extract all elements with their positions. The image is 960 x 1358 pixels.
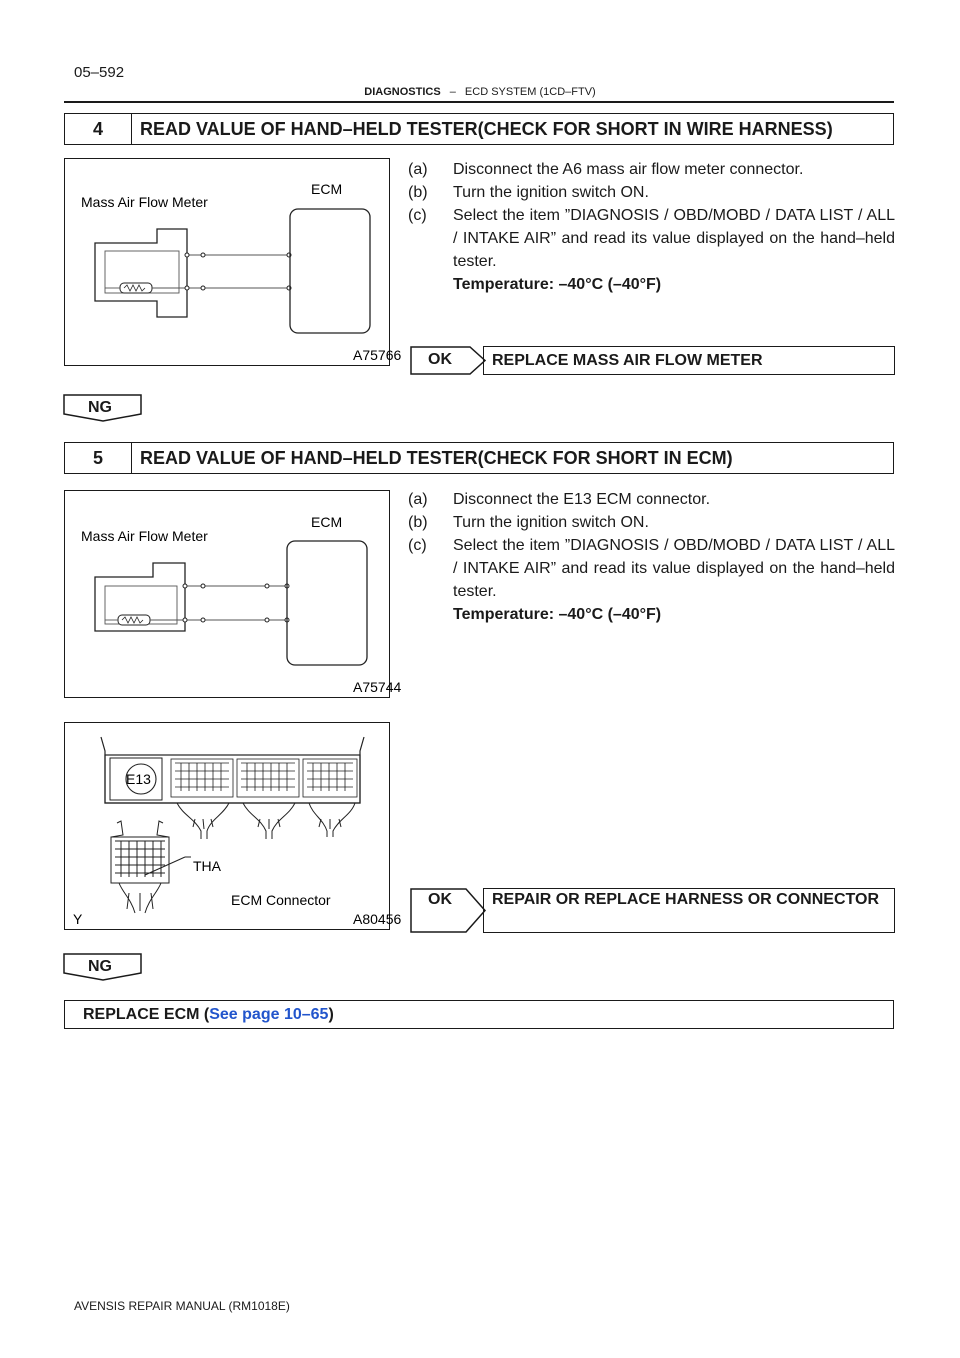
header-subsection: ECD SYSTEM (1CD–FTV) — [464, 86, 596, 98]
figure-label-ecm: ECM — [311, 514, 343, 530]
figure-code: A80456 — [353, 911, 402, 927]
step-4-header — [64, 113, 894, 145]
header-rule — [64, 101, 894, 103]
step-title: READ VALUE OF HAND–HELD TESTER(CHECK FOR SHORT IN ECM) — [140, 447, 733, 468]
final-action-box — [64, 1000, 894, 1029]
ecm-connector-diagram — [65, 723, 402, 928]
step-title: READ VALUE OF HAND–HELD TESTER(CHECK FOR SHORT IN WIRE HARNESS) — [140, 118, 833, 139]
instruction-a: (a) Disconnect the A6 mass air flow meter connector. — [408, 161, 804, 178]
ok-label: OK — [428, 351, 452, 368]
instruction-c: (c) Select the item ”DIAGNOSIS / OBD/MOBD / DATA LIST / ALL / INTAKE AIR” and read its value displayed on the hand–held tester. — [408, 537, 895, 600]
ok-result-text: REPAIR OR REPLACE HARNESS OR CONNECTOR — [483, 888, 895, 933]
step-4-instructions — [408, 158, 895, 296]
mass-air-flow-meter-ecm-diagram — [65, 491, 402, 696]
page-number: 05–592 — [74, 64, 125, 81]
instruction-b: (b) Turn the ignition switch ON. — [408, 184, 649, 201]
figure-label-mass-air-flow-meter: Mass Air Flow Meter — [81, 528, 208, 544]
mass-air-flow-meter-ecm-diagram — [65, 159, 402, 364]
instruction-c: (c) Select the item ”DIAGNOSIS / OBD/MOBD / DATA LIST / ALL / INTAKE AIR” and read its value displayed on the hand–held tester. — [408, 207, 895, 270]
figure-mark: Y — [73, 911, 83, 927]
figure-code: A75766 — [353, 347, 402, 363]
instruction-a: (a) Disconnect the E13 ECM connector. — [408, 491, 711, 508]
figure-a75766 — [64, 158, 402, 366]
spec-temperature: Temperature: –40°C (–40°F) — [453, 606, 662, 623]
ng-label: NG — [88, 399, 112, 416]
figure-a80456 — [64, 722, 402, 930]
terminal-tha-label: THA — [193, 858, 221, 874]
footer-manual-id: AVENSIS REPAIR MANUAL (RM1018E) — [74, 1299, 290, 1313]
step-5-instructions — [408, 488, 895, 626]
ok-result-step-4 — [410, 346, 895, 375]
step-5-header — [64, 442, 894, 474]
ok-label: OK — [428, 891, 452, 908]
final-text-after: ) — [328, 1005, 334, 1023]
running-header — [0, 86, 960, 98]
ok-result-step-5 — [410, 888, 895, 933]
connector-e13-label: E13 — [126, 771, 151, 787]
header-dash: – — [449, 86, 456, 98]
figure-code: A75744 — [353, 679, 402, 695]
figure-a75744 — [64, 490, 402, 698]
spec-temperature: Temperature: –40°C (–40°F) — [453, 276, 662, 293]
final-text-before: REPLACE ECM ( — [83, 1005, 210, 1023]
step-number: 5 — [65, 443, 132, 473]
connector-caption: ECM Connector — [231, 892, 331, 908]
step-number: 4 — [65, 114, 132, 144]
see-page-link[interactable]: See page 10–65 — [209, 1005, 329, 1023]
figure-label-ecm: ECM — [311, 181, 343, 197]
figure-label-mass-air-flow-meter: Mass Air Flow Meter — [81, 194, 208, 210]
instruction-b: (b) Turn the ignition switch ON. — [408, 514, 649, 531]
ng-label: NG — [88, 958, 112, 975]
ok-result-text: REPLACE MASS AIR FLOW METER — [483, 346, 895, 375]
header-section: DIAGNOSTICS — [364, 86, 441, 98]
